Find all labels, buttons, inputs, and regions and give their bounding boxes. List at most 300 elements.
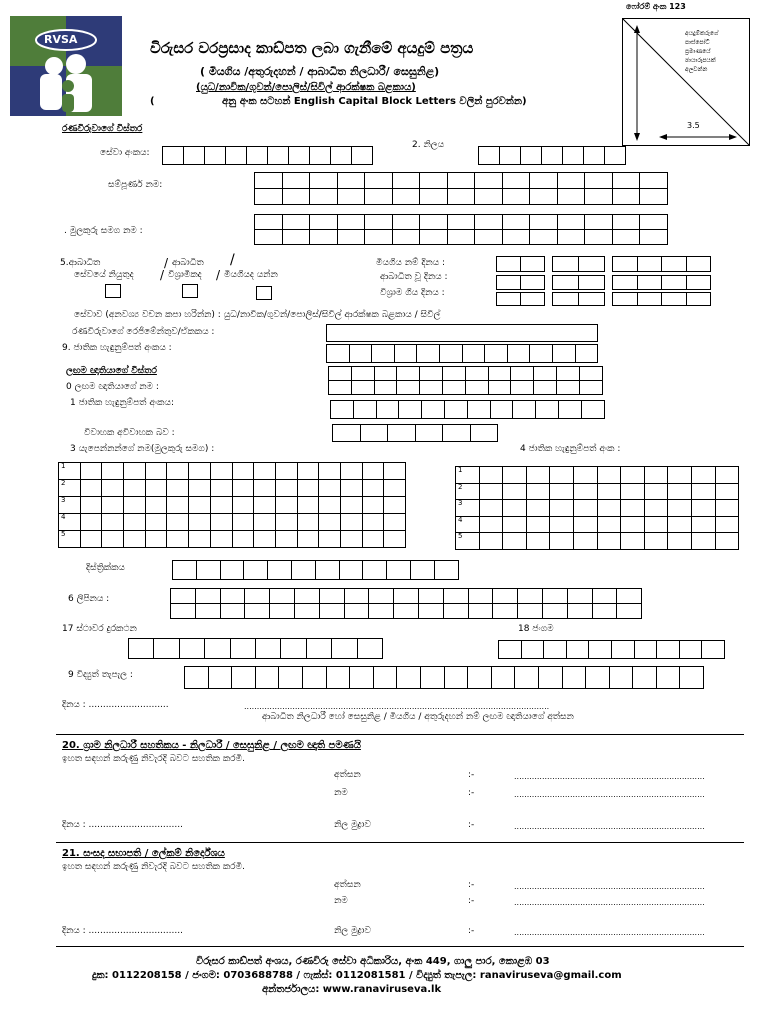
input-box[interactable] xyxy=(377,401,400,419)
input-box[interactable] xyxy=(102,463,124,480)
input-box[interactable] xyxy=(497,276,521,290)
input-box[interactable] xyxy=(668,467,692,484)
full-name-boxes[interactable] xyxy=(254,172,668,205)
input-box[interactable] xyxy=(189,480,211,497)
input-box[interactable] xyxy=(319,480,341,497)
input-box[interactable] xyxy=(692,517,716,534)
input-box[interactable] xyxy=(310,147,331,165)
input-box[interactable] xyxy=(254,497,276,514)
input-box[interactable] xyxy=(638,276,663,290)
input-box[interactable] xyxy=(680,641,703,659)
relative-nic-boxes[interactable] xyxy=(330,400,605,419)
dependents-name-grid[interactable] xyxy=(58,462,406,548)
input-box[interactable] xyxy=(574,484,598,501)
input-box[interactable] xyxy=(613,230,641,245)
input-box[interactable] xyxy=(397,381,420,395)
input-box[interactable] xyxy=(621,467,645,484)
input-box[interactable] xyxy=(189,463,211,480)
input-box[interactable] xyxy=(687,293,712,306)
input-box[interactable] xyxy=(640,215,668,230)
input-box[interactable] xyxy=(365,230,393,245)
input-box[interactable] xyxy=(420,215,448,230)
disability-month-boxes[interactable] xyxy=(552,275,605,290)
input-box[interactable] xyxy=(503,533,527,550)
input-box[interactable] xyxy=(444,604,469,619)
input-box[interactable] xyxy=(635,641,658,659)
input-box[interactable] xyxy=(443,381,466,395)
input-box[interactable] xyxy=(598,484,622,501)
input-box[interactable] xyxy=(716,500,740,517)
input-box[interactable] xyxy=(196,589,221,604)
input-box[interactable] xyxy=(539,667,563,689)
input-box[interactable] xyxy=(81,480,103,497)
input-box[interactable] xyxy=(310,189,338,205)
input-box[interactable] xyxy=(196,604,221,619)
input-box[interactable] xyxy=(687,276,712,290)
input-box[interactable] xyxy=(445,401,468,419)
input-box[interactable] xyxy=(211,531,233,548)
input-box[interactable] xyxy=(550,484,574,501)
mp-name-line[interactable]: ........................................................................... xyxy=(514,898,705,907)
input-box[interactable] xyxy=(553,345,576,363)
input-box[interactable] xyxy=(576,345,599,363)
input-box[interactable] xyxy=(211,497,233,514)
input-box[interactable] xyxy=(621,484,645,501)
input-box[interactable] xyxy=(613,257,638,272)
input-box[interactable] xyxy=(491,401,514,419)
input-box[interactable] xyxy=(448,215,476,230)
input-box[interactable] xyxy=(585,230,613,245)
input-box[interactable] xyxy=(580,381,603,395)
input-box[interactable] xyxy=(363,514,385,531)
input-box[interactable] xyxy=(331,401,354,419)
input-box[interactable] xyxy=(492,667,516,689)
input-box[interactable] xyxy=(167,514,189,531)
input-box[interactable] xyxy=(292,561,316,580)
input-box[interactable] xyxy=(716,484,740,501)
input-box[interactable] xyxy=(221,604,246,619)
input-box[interactable] xyxy=(375,367,398,381)
retire-day-boxes[interactable] xyxy=(496,292,545,306)
input-box[interactable] xyxy=(469,589,494,604)
input-box[interactable] xyxy=(316,561,340,580)
input-box[interactable] xyxy=(245,604,270,619)
input-box[interactable] xyxy=(503,173,531,189)
input-box[interactable] xyxy=(480,484,504,501)
input-box[interactable] xyxy=(493,604,518,619)
input-box[interactable] xyxy=(621,500,645,517)
input-box[interactable] xyxy=(613,173,641,189)
input-box[interactable] xyxy=(171,604,196,619)
input-box[interactable] xyxy=(468,667,492,689)
input-box[interactable] xyxy=(558,215,586,230)
input-box[interactable] xyxy=(553,276,579,290)
input-box[interactable]: 1 xyxy=(456,467,480,484)
input-box[interactable] xyxy=(124,480,146,497)
input-box[interactable] xyxy=(393,173,421,189)
input-box[interactable] xyxy=(254,480,276,497)
input-box[interactable] xyxy=(574,533,598,550)
input-box[interactable] xyxy=(102,514,124,531)
input-box[interactable] xyxy=(612,641,635,659)
input-box[interactable] xyxy=(397,667,421,689)
input-box[interactable] xyxy=(598,533,622,550)
input-box[interactable] xyxy=(553,257,579,272)
input-box[interactable] xyxy=(319,514,341,531)
input-box[interactable] xyxy=(574,500,598,517)
input-box[interactable] xyxy=(180,639,205,659)
input-box[interactable] xyxy=(394,589,419,604)
input-box[interactable] xyxy=(394,604,419,619)
input-box[interactable] xyxy=(657,667,681,689)
input-box[interactable] xyxy=(550,467,574,484)
input-box[interactable] xyxy=(692,533,716,550)
input-box[interactable] xyxy=(558,173,586,189)
input-box[interactable] xyxy=(363,531,385,548)
input-box[interactable] xyxy=(327,667,351,689)
input-box[interactable] xyxy=(503,215,531,230)
nic-boxes[interactable] xyxy=(326,344,598,363)
input-box[interactable] xyxy=(420,173,448,189)
input-box[interactable] xyxy=(530,345,553,363)
input-box[interactable] xyxy=(640,173,668,189)
input-box[interactable] xyxy=(605,147,626,165)
input-box[interactable] xyxy=(255,173,283,189)
input-box[interactable] xyxy=(81,531,103,548)
in-service-checkbox[interactable] xyxy=(105,284,121,298)
input-box[interactable] xyxy=(475,173,503,189)
input-box[interactable] xyxy=(167,531,189,548)
input-box[interactable] xyxy=(211,463,233,480)
input-box[interactable] xyxy=(341,463,363,480)
input-box[interactable] xyxy=(310,173,338,189)
input-box[interactable] xyxy=(444,589,469,604)
input-box[interactable] xyxy=(247,147,268,165)
input-box[interactable] xyxy=(480,500,504,517)
input-box[interactable]: 2 xyxy=(456,484,480,501)
input-box[interactable] xyxy=(163,147,184,165)
input-box[interactable] xyxy=(702,641,725,659)
input-box[interactable] xyxy=(374,667,398,689)
input-box[interactable] xyxy=(226,147,247,165)
input-box[interactable] xyxy=(527,517,551,534)
input-box[interactable] xyxy=(475,215,503,230)
input-box[interactable] xyxy=(372,345,395,363)
mobile-boxes[interactable] xyxy=(498,640,725,659)
input-box[interactable] xyxy=(233,497,255,514)
input-box[interactable] xyxy=(345,589,370,604)
input-box[interactable] xyxy=(503,230,531,245)
input-box[interactable] xyxy=(645,484,669,501)
input-box[interactable] xyxy=(279,667,303,689)
input-box[interactable] xyxy=(662,257,687,272)
input-box[interactable] xyxy=(307,639,332,659)
input-box[interactable] xyxy=(657,641,680,659)
input-box[interactable] xyxy=(530,173,558,189)
input-box[interactable] xyxy=(485,345,508,363)
input-box[interactable] xyxy=(421,667,445,689)
input-box[interactable]: 2 xyxy=(59,480,81,497)
input-box[interactable] xyxy=(567,641,590,659)
input-box[interactable] xyxy=(640,189,668,205)
input-box[interactable] xyxy=(310,215,338,230)
input-box[interactable] xyxy=(310,230,338,245)
input-box[interactable] xyxy=(638,293,663,306)
death-month-boxes[interactable] xyxy=(552,256,605,272)
input-box[interactable] xyxy=(289,147,310,165)
input-box[interactable] xyxy=(341,514,363,531)
input-box[interactable] xyxy=(640,230,668,245)
input-box[interactable] xyxy=(167,480,189,497)
input-box[interactable] xyxy=(268,561,292,580)
input-box[interactable] xyxy=(189,514,211,531)
input-box[interactable] xyxy=(283,189,311,205)
retired-checkbox[interactable] xyxy=(182,284,198,298)
input-box[interactable] xyxy=(341,480,363,497)
input-box[interactable] xyxy=(255,215,283,230)
input-box[interactable] xyxy=(184,147,205,165)
input-box[interactable] xyxy=(469,604,494,619)
input-box[interactable] xyxy=(585,189,613,205)
input-box[interactable] xyxy=(543,604,568,619)
input-box[interactable] xyxy=(598,467,622,484)
service-no-boxes[interactable] xyxy=(162,146,373,165)
input-box[interactable] xyxy=(513,401,536,419)
input-box[interactable] xyxy=(668,500,692,517)
input-box[interactable] xyxy=(298,480,320,497)
district-boxes[interactable] xyxy=(172,560,459,580)
email-boxes[interactable] xyxy=(184,666,704,689)
input-box[interactable] xyxy=(231,639,256,659)
input-box[interactable] xyxy=(668,484,692,501)
input-box[interactable] xyxy=(270,589,295,604)
input-box[interactable] xyxy=(384,514,406,531)
input-box[interactable] xyxy=(542,147,563,165)
input-box[interactable] xyxy=(503,189,531,205)
marital-boxes[interactable] xyxy=(332,424,498,442)
input-box[interactable] xyxy=(211,514,233,531)
input-box[interactable] xyxy=(384,497,406,514)
input-box[interactable] xyxy=(384,463,406,480)
mp-seal-line[interactable]: ........................................................................... xyxy=(514,928,705,937)
input-box[interactable] xyxy=(365,215,393,230)
input-box[interactable] xyxy=(716,533,740,550)
input-box[interactable] xyxy=(167,463,189,480)
input-box[interactable] xyxy=(468,401,491,419)
input-box[interactable] xyxy=(521,276,545,290)
input-box[interactable] xyxy=(254,531,276,548)
input-box[interactable] xyxy=(333,425,361,442)
mp-date[interactable]: දිනය : ................................. xyxy=(62,926,183,936)
input-box[interactable]: 4 xyxy=(456,517,480,534)
input-box[interactable] xyxy=(270,604,295,619)
input-box[interactable] xyxy=(584,147,605,165)
input-box[interactable] xyxy=(716,517,740,534)
input-box[interactable] xyxy=(209,667,233,689)
input-box[interactable] xyxy=(167,497,189,514)
input-box[interactable] xyxy=(645,517,669,534)
input-box[interactable] xyxy=(559,401,582,419)
input-box[interactable] xyxy=(633,667,657,689)
input-box[interactable] xyxy=(255,230,283,245)
input-box[interactable] xyxy=(319,497,341,514)
input-box[interactable] xyxy=(422,401,445,419)
input-box[interactable] xyxy=(489,381,512,395)
initials-name-boxes[interactable] xyxy=(254,214,668,245)
input-box[interactable] xyxy=(221,561,245,580)
input-box[interactable] xyxy=(211,480,233,497)
input-box[interactable] xyxy=(232,667,256,689)
input-box[interactable] xyxy=(521,257,545,272)
input-box[interactable] xyxy=(687,257,712,272)
input-box[interactable] xyxy=(384,480,406,497)
input-box[interactable] xyxy=(511,367,534,381)
input-box[interactable]: 3 xyxy=(456,500,480,517)
input-box[interactable] xyxy=(283,215,311,230)
input-box[interactable] xyxy=(338,215,366,230)
input-box[interactable] xyxy=(613,189,641,205)
input-box[interactable] xyxy=(341,531,363,548)
input-box[interactable] xyxy=(503,484,527,501)
input-box[interactable] xyxy=(365,173,393,189)
input-box[interactable] xyxy=(146,480,168,497)
input-box[interactable] xyxy=(536,401,559,419)
input-box[interactable] xyxy=(574,517,598,534)
input-box[interactable] xyxy=(388,425,416,442)
input-box[interactable] xyxy=(254,463,276,480)
input-box[interactable] xyxy=(189,497,211,514)
input-box[interactable] xyxy=(610,667,634,689)
input-box[interactable] xyxy=(480,467,504,484)
input-box[interactable] xyxy=(124,531,146,548)
input-box[interactable] xyxy=(363,480,385,497)
input-box[interactable] xyxy=(613,215,641,230)
address-boxes[interactable] xyxy=(170,588,642,619)
input-box[interactable] xyxy=(189,531,211,548)
input-box[interactable] xyxy=(393,215,421,230)
input-box[interactable] xyxy=(598,500,622,517)
input-box[interactable] xyxy=(173,561,197,580)
input-box[interactable] xyxy=(338,230,366,245)
input-box[interactable] xyxy=(420,189,448,205)
input-box[interactable] xyxy=(358,639,383,659)
input-box[interactable] xyxy=(448,173,476,189)
input-box[interactable] xyxy=(692,484,716,501)
input-box[interactable] xyxy=(493,589,518,604)
input-box[interactable] xyxy=(579,276,605,290)
input-box[interactable] xyxy=(338,189,366,205)
input-box[interactable] xyxy=(363,463,385,480)
input-box[interactable] xyxy=(579,293,605,306)
input-box[interactable] xyxy=(233,480,255,497)
input-box[interactable] xyxy=(515,667,539,689)
input-box[interactable] xyxy=(81,497,103,514)
input-box[interactable] xyxy=(466,381,489,395)
input-box[interactable] xyxy=(303,667,327,689)
input-box[interactable] xyxy=(197,561,221,580)
input-box[interactable] xyxy=(534,367,557,381)
input-box[interactable] xyxy=(298,497,320,514)
input-box[interactable] xyxy=(352,147,373,165)
input-box[interactable] xyxy=(716,467,740,484)
input-box[interactable] xyxy=(613,293,638,306)
input-box[interactable] xyxy=(340,561,364,580)
input-box[interactable] xyxy=(154,639,179,659)
input-box[interactable] xyxy=(345,604,370,619)
input-box[interactable] xyxy=(521,293,545,306)
relative-name-boxes[interactable] xyxy=(328,366,603,395)
input-box[interactable] xyxy=(221,589,246,604)
input-box[interactable] xyxy=(320,589,345,604)
input-box[interactable] xyxy=(500,147,521,165)
input-box[interactable] xyxy=(205,639,230,659)
input-box[interactable] xyxy=(553,293,579,306)
input-box[interactable] xyxy=(393,189,421,205)
input-box[interactable] xyxy=(668,517,692,534)
input-box[interactable] xyxy=(503,500,527,517)
input-box[interactable] xyxy=(568,589,593,604)
input-box[interactable] xyxy=(327,345,350,363)
input-box[interactable] xyxy=(419,604,444,619)
input-box[interactable] xyxy=(530,189,558,205)
input-box[interactable] xyxy=(508,345,531,363)
input-box[interactable] xyxy=(419,589,444,604)
input-box[interactable] xyxy=(171,589,196,604)
input-box[interactable] xyxy=(479,147,500,165)
gn-seal-line[interactable]: ........................................................................... xyxy=(514,822,705,831)
input-box[interactable] xyxy=(417,345,440,363)
input-box[interactable] xyxy=(102,531,124,548)
input-box[interactable] xyxy=(621,517,645,534)
input-box[interactable] xyxy=(692,467,716,484)
input-box[interactable] xyxy=(489,367,512,381)
input-box[interactable] xyxy=(256,639,281,659)
input-box[interactable] xyxy=(387,561,411,580)
input-box[interactable] xyxy=(589,641,612,659)
death-day-boxes[interactable] xyxy=(496,256,545,272)
input-box[interactable] xyxy=(511,381,534,395)
input-box[interactable] xyxy=(420,367,443,381)
input-box[interactable] xyxy=(448,230,476,245)
input-box[interactable] xyxy=(527,467,551,484)
input-box[interactable] xyxy=(298,531,320,548)
input-box[interactable] xyxy=(530,215,558,230)
input-box[interactable] xyxy=(319,463,341,480)
input-box[interactable] xyxy=(480,517,504,534)
gn-signature-line[interactable]: ........................................................................... xyxy=(514,772,705,781)
input-box[interactable] xyxy=(638,257,663,272)
input-box[interactable] xyxy=(146,531,168,548)
input-box[interactable] xyxy=(518,589,543,604)
input-box[interactable] xyxy=(435,561,459,580)
input-box[interactable] xyxy=(338,173,366,189)
input-box[interactable]: 4 xyxy=(59,514,81,531)
photo-box[interactable] xyxy=(622,18,750,146)
input-box[interactable] xyxy=(331,147,352,165)
input-box[interactable] xyxy=(463,345,486,363)
input-box[interactable] xyxy=(443,367,466,381)
input-box[interactable] xyxy=(129,639,154,659)
input-box[interactable] xyxy=(102,480,124,497)
input-box[interactable] xyxy=(579,257,605,272)
input-box[interactable] xyxy=(550,517,574,534)
input-box[interactable] xyxy=(283,230,311,245)
mp-signature-line[interactable]: ........................................................................... xyxy=(514,882,705,891)
input-box[interactable] xyxy=(557,381,580,395)
input-box[interactable] xyxy=(146,497,168,514)
input-box[interactable] xyxy=(254,514,276,531)
input-box[interactable] xyxy=(276,463,298,480)
